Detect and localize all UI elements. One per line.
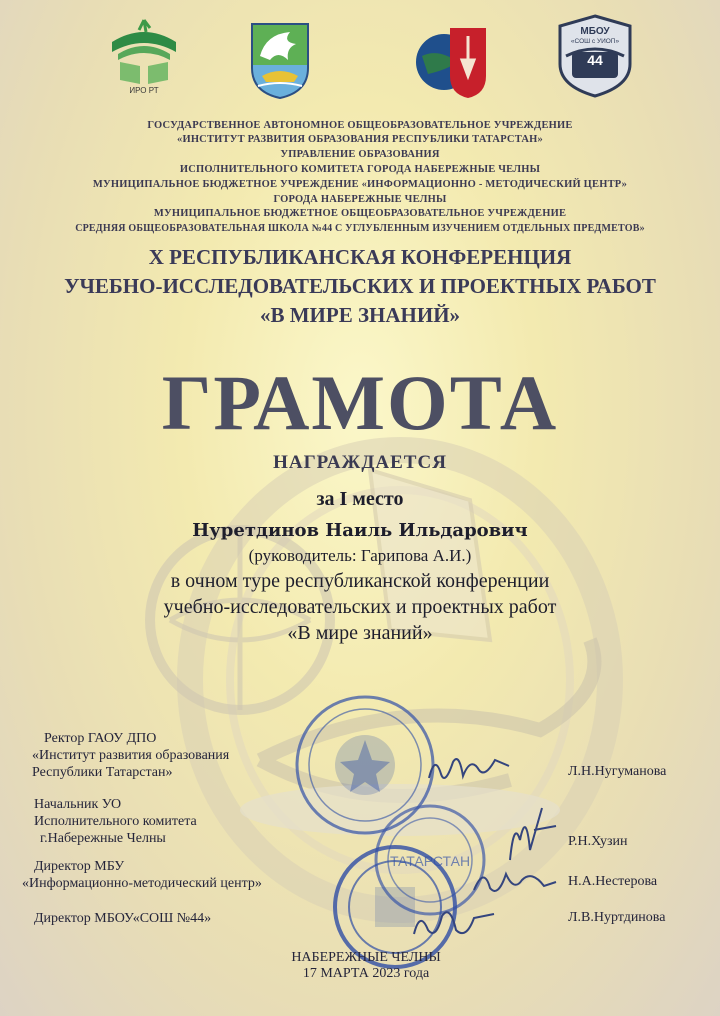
iro-rt-logo (104, 14, 184, 94)
header-line: СРЕДНЯЯ ОБЩЕОБРАЗОВАТЕЛЬНАЯ ШКОЛА №44 С УГЛУБЛЕННЫМ ИЗУЧЕНИЕМ ОТДЕЛЬНЫХ ПРЕДМЕТОВ» (75, 223, 645, 234)
position-line: Начальник УО (34, 797, 122, 812)
signature-scribble (470, 862, 560, 902)
position-line: «Институт развития образования (32, 748, 230, 763)
body-line: учебно-исследовательских и проектных работ (163, 596, 557, 618)
conference-title-line: «В МИРЕ ЗНАНИЙ» (259, 303, 461, 327)
signatory-position (34, 910, 211, 927)
body-line: в очном туре республиканской конференции (170, 570, 550, 592)
footer-date: 17 МАРТА 2023 года (302, 966, 430, 981)
signature-scribble (500, 800, 560, 870)
school-44-number: 44 (587, 52, 603, 68)
signatory-position (22, 858, 262, 892)
body-line: «В мире знаний» (287, 622, 433, 644)
position-line: Ректор ГАОУ ДПО (44, 731, 157, 746)
signature-scribble (425, 748, 515, 788)
signatory-name: Л.Н.Нугуманова (568, 764, 667, 779)
naberezhnye-chelny-emblem (248, 20, 312, 100)
supervisor-label: (руководитель: Гарипова А.И.) (248, 546, 472, 565)
school-44-top-text: МБОУ (580, 26, 610, 37)
header-line: МУНИЦИПАЛЬНОЕ БЮДЖЕТНОЕ УЧРЕЖДЕНИЕ «ИНФОРМАЦИОННО - МЕТОДИЧЕСКИЙ ЦЕНТР» (92, 179, 628, 190)
header-line: ГОРОДА НАБЕРЕЖНЫЕ ЧЕЛНЫ (273, 194, 447, 205)
signatory-name: Р.Н.Хузин (568, 834, 628, 849)
position-line: «Информационно-методический центр» (22, 876, 262, 891)
signatory-name: Л.В.Нуртдинова (568, 910, 666, 925)
footer-city: НАБЕРЕЖНЫЕ ЧЕЛНЫ (291, 950, 441, 965)
header-line: ГОСУДАРСТВЕННОЕ АВТОНОМНОЕ ОБЩЕОБРАЗОВАТЕЛЬНОЕ УЧРЕЖДЕНИЕ (147, 120, 573, 131)
header-line: УПРАВЛЕНИЕ ОБРАЗОВАНИЯ (280, 149, 440, 160)
position-line: Республики Татарстан» (32, 765, 173, 780)
header-line: ИСПОЛНИТЕЛЬНОГО КОМИТЕТА ГОРОДА НАБЕРЕЖНЫЕ ЧЕЛНЫ (179, 164, 541, 175)
conference-title-line: УЧЕБНО-ИССЛЕДОВАТЕЛЬСКИХ И ПРОЕКТНЫХ РАБОТ (64, 274, 656, 298)
header-line: «ИНСТИТУТ РАЗВИТИЯ ОБРАЗОВАНИЯ РЕСПУБЛИКИ ТАТАРСТАН» (177, 134, 543, 145)
signatory-position (34, 796, 197, 847)
place-label: за I место (316, 488, 404, 510)
recipient-name: Нуретдинов Наиль Ильдарович (192, 520, 528, 541)
svg-text:ТАТАРСТАН: ТАТАРСТАН (389, 853, 471, 869)
certificate-title: ГРАМОТА (161, 359, 559, 446)
position-line: Директор МБУ (34, 859, 125, 874)
globe-pen-emblem (408, 18, 492, 102)
signatory-name: Н.А.Нестерова (568, 874, 658, 889)
position-line: Исполнительного комитета (34, 814, 197, 829)
conference-title-line: X РЕСПУБЛИКАНСКАЯ КОНФЕРЕНЦИЯ (148, 245, 572, 269)
signature-scribble (410, 900, 500, 945)
position-line: Директор МБОУ«СОШ №44» (34, 911, 212, 926)
iro-rt-caption: ИРО РТ (129, 86, 159, 95)
school-44-mid-text: «СОШ с УИОП» (570, 38, 620, 45)
signatory-position (32, 730, 230, 781)
position-line: г.Набережные Челны (40, 831, 166, 846)
awarded-label: НАГРАЖДАЕТСЯ (273, 452, 447, 473)
header-line: МУНИЦИПАЛЬНОЕ БЮДЖЕТНОЕ ОБЩЕОБРАЗОВАТЕЛЬНОЕ УЧРЕЖДЕНИЕ (153, 208, 567, 219)
